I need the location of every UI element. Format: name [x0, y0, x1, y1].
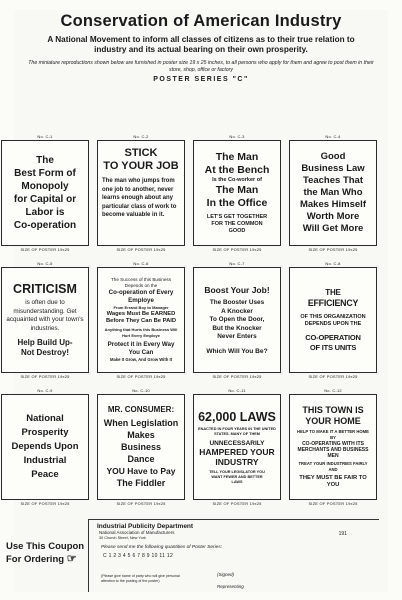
poster-line: THIS TOWN IS — [302, 405, 364, 415]
poster-card — [289, 267, 377, 373]
poster-size: SIZE OF POSTER 19x25 — [308, 247, 358, 252]
poster-size: SIZE OF POSTER 19x25 — [212, 374, 262, 379]
poster-number: No. C-8 — [325, 261, 341, 266]
poster-card — [1, 267, 89, 373]
poster-line: YOU Have to Pay — [106, 466, 176, 476]
poster-line: is often due to misunderstanding. Get acquainted with your town's industries. — [6, 299, 84, 332]
poster-line: Not Destroy! — [20, 348, 69, 357]
coupon-label — [6, 540, 84, 566]
poster-line: The Man — [215, 151, 259, 163]
poster-card — [193, 394, 281, 500]
order-coupon[interactable] — [88, 519, 379, 592]
poster-card — [1, 140, 89, 246]
poster-size: SIZE OF POSTER 19x25 — [116, 247, 166, 252]
poster-size: SIZE OF POSTER 19x25 — [308, 501, 358, 506]
poster-line: To Open the Door, — [209, 316, 265, 324]
poster-c5 — [1, 261, 89, 388]
poster-number: No. C-10 — [132, 388, 150, 393]
poster-c2 — [97, 134, 185, 261]
poster-size: SIZE OF POSTER 19x25 — [308, 374, 358, 379]
poster-c4 — [289, 134, 377, 261]
coupon-quantity-fields[interactable]: C 1 2 3 4 5 6 7 8 9 10 11 12 — [103, 553, 174, 559]
poster-line: Protect it in Every Way You Can — [107, 341, 175, 356]
pointing-hand-icon: ☞ — [66, 553, 77, 565]
poster-size: SIZE OF POSTER 19x25 — [20, 501, 70, 506]
coupon-assoc: National Association of Manufacturers — [99, 530, 175, 535]
poster-c12 — [289, 388, 377, 515]
poster-line: Business — [120, 442, 162, 452]
poster-line: Business Law — [301, 163, 365, 174]
poster-line: Co-operation — [13, 220, 77, 231]
poster-line: Labor is — [25, 207, 65, 218]
signed-field[interactable]: (Signed) — [217, 572, 235, 577]
poster-line: The Man — [215, 184, 259, 196]
poster-line: The Booster Uses — [209, 299, 265, 307]
poster-line: Worth More — [306, 211, 360, 222]
poster-c3 — [193, 134, 281, 261]
poster-line: Peace — [31, 469, 59, 480]
poster-card — [289, 140, 377, 246]
poster-card — [289, 394, 377, 500]
coupon-date[interactable]: 191 — [338, 531, 347, 537]
poster-card — [1, 394, 89, 500]
poster-line: Makes — [127, 430, 155, 440]
page-title: Conservation of American Industry — [60, 12, 342, 30]
page-subtitle: A National Movement to inform all classes of citizens as to their true relation to industry and its actual bearing on their own prosperity. — [47, 35, 355, 54]
poster-line: TELL YOUR LEGISLATOR YOU WANT FEWER AND BETTER LAWS — [209, 469, 265, 484]
poster-line: Anything that Hurts this Business Will Hurt Every Employe — [104, 327, 178, 338]
poster-line: Never Enters — [217, 333, 257, 341]
poster-line: DEPENDS UPON THE — [304, 320, 362, 327]
coupon-label-line2: For Ordering — [6, 554, 65, 566]
poster-number: No. C-4 — [325, 134, 341, 139]
poster-line: EFFICIENCY — [307, 297, 359, 308]
poster-size: SIZE OF POSTER 19x25 — [212, 247, 262, 252]
poster-number: No. C-9 — [37, 388, 53, 393]
poster-line: Dance — [127, 454, 155, 464]
poster-line: National — [26, 413, 64, 424]
poster-line: for Capital or — [13, 194, 77, 205]
poster-c8 — [289, 261, 377, 388]
poster-line: MR. CONSUMER: — [107, 405, 175, 414]
poster-c11 — [193, 388, 281, 515]
poster-line: Good — [320, 151, 346, 162]
poster-line: CO-OPERATING WITH ITS MERCHANTS AND BUSINESS MEN — [297, 441, 369, 459]
poster-line: HAMPERED YOUR INDUSTRY — [199, 446, 275, 467]
coupon-address: 30 Church Street, New York — [99, 535, 146, 540]
coupon-label-line1: Use This Coupon — [6, 541, 85, 552]
poster-line: But the Knocker — [212, 324, 262, 332]
poster-line: Is the Co-worker of — [212, 177, 262, 183]
poster-c10 — [97, 388, 185, 515]
poster-number: No. C-3 — [229, 134, 245, 139]
poster-line: OF ITS UNITS — [309, 342, 357, 352]
poster-line: Teaches That — [302, 175, 363, 186]
poster-line: TO YOUR JOB — [103, 160, 179, 172]
poster-line: STICK — [124, 147, 158, 159]
poster-line: THE — [325, 287, 341, 297]
poster-number: No. C-6 — [133, 261, 149, 266]
poster-line: Co-operation of Every Employe — [108, 289, 174, 304]
poster-c7 — [193, 261, 281, 388]
poster-line: At the Bench — [204, 164, 270, 176]
poster-line: In the Office — [206, 197, 268, 209]
poster-line: 62,000 LAWS — [198, 409, 276, 424]
poster-line: Depends Upon — [11, 441, 79, 452]
poster-line: ENACTED IN FOUR YEARS IN THE UNITED STATES. MANY OF THEM — [198, 426, 276, 436]
poster-line: Makes Himself — [299, 199, 366, 210]
poster-size: SIZE OF POSTER 19x25 — [116, 374, 166, 379]
poster-line: THEY MUST BE FAIR TO YOU — [299, 475, 367, 488]
poster-line: Prosperity — [21, 427, 69, 438]
poster-line: Monopoly — [21, 181, 69, 192]
poster-c1 — [1, 134, 89, 261]
poster-line: The Success of this Business Depends on the — [110, 277, 171, 288]
coupon-dept: Industrial Publicity Department — [97, 523, 194, 530]
page-note: The miniature reproductions shown below are furnished in poster size 19 x 25 inches, to all persons who apply for them and agree to post them in their store, shop, office or factory — [28, 60, 374, 73]
poster-card — [97, 394, 185, 500]
poster-line: Make It Grow, And Grow With It — [110, 357, 172, 362]
poster-number: No. C-11 — [228, 388, 246, 393]
poster-line: The — [36, 155, 54, 166]
poster-size: SIZE OF POSTER 19x25 — [20, 247, 70, 252]
poster-line: UNNECESSARILY — [209, 439, 265, 447]
poster-number: No. C-1 — [37, 134, 53, 139]
poster-line: Boost Your Job! — [204, 285, 270, 296]
poster-line: Will Get More — [302, 223, 364, 234]
poster-number: No. C-12 — [324, 388, 342, 393]
poster-line: Which Will You Be? — [206, 347, 268, 355]
poster-line: CRITICISM — [13, 282, 77, 296]
poster-c6 — [97, 261, 185, 388]
representing-field[interactable]: Representing — [217, 584, 244, 589]
poster-size: SIZE OF POSTER 19x25 — [212, 501, 262, 506]
poster-line: The Fiddler — [116, 478, 166, 488]
poster-line: From Errand Boy to Manager — [113, 305, 169, 310]
coupon-fine-print: (Please give name of party who will give personal attention to the posting of the poster) — [101, 574, 180, 583]
poster-number: No. C-5 — [37, 261, 53, 266]
series-heading: POSTER SERIES "C" — [153, 76, 249, 83]
poster-size: SIZE OF POSTER 19x25 — [20, 374, 70, 379]
poster-card — [193, 267, 281, 373]
poster-line: Help Build Up- — [17, 338, 73, 347]
coupon-instructions: Please send me the following quantities of Poster Series: — [101, 545, 223, 550]
poster-line: CO-OPERATION — [305, 332, 361, 342]
poster-grid — [1, 134, 375, 515]
poster-line: YOUR HOME — [305, 416, 361, 426]
poster-line: OF THIS ORGANIZATION — [300, 313, 366, 320]
poster-line: the Man Who — [303, 187, 363, 198]
poster-number: No. C-2 — [133, 134, 149, 139]
poster-line: TREAT YOUR INDUSTRIES FAIRLY AND — [298, 461, 368, 472]
poster-line: Industrial — [23, 455, 67, 466]
poster-line: HELP TO MAKE IT A BETTER HOME BY — [297, 429, 369, 440]
poster-card — [97, 140, 185, 246]
poster-line: When Legislation — [103, 418, 179, 428]
poster-card — [193, 140, 281, 246]
poster-line: The man who jumps from one job to another, never learns enough about any particular class of work to become valuable in it. — [102, 178, 177, 218]
poster-card — [97, 267, 185, 373]
poster-line: Best Form of — [14, 168, 76, 179]
poster-line: A Knocker — [221, 307, 253, 315]
poster-line: LET'S GET TOGETHER FOR THE COMMON GOOD — [206, 214, 268, 234]
poster-size: SIZE OF POSTER 19x25 — [116, 501, 166, 506]
poster-line: Wages Must Be EARNED Before They Can Be PAID — [105, 311, 177, 324]
poster-c9 — [1, 388, 89, 515]
poster-number: No. C-7 — [229, 261, 245, 266]
